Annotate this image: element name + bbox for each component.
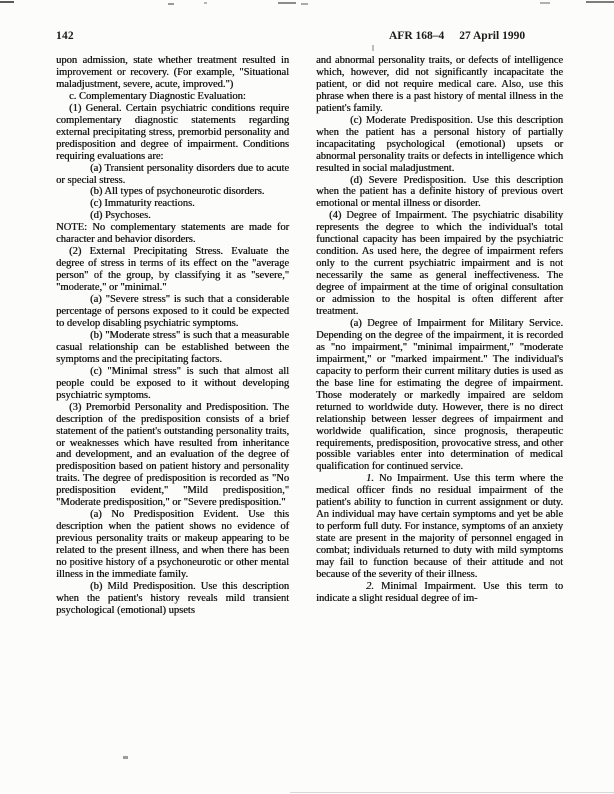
document-date: 27 April 1990 <box>459 30 526 42</box>
text-run: and abnormal personality traits, or defects of intelligence which, however, did not significantly incapacitate the patient, or did not require medical care. Also, use this phrase when there is a past history of mental illness in the patient's family. <box>316 55 563 114</box>
text-run: (b) Mild Predisposition. Use this description when the patient's history reveals mild transient psychological (emotional) upsets <box>56 580 289 616</box>
text-run: (2) External Precipitating Stress. Evaluate the degree of stress in terms of its effect on the "average person" of the group, by classifying it as "severe," "moderate," or "minimal." <box>56 246 289 294</box>
paragraph <box>316 175 563 211</box>
paragraph <box>56 330 289 366</box>
document-id: AFR 168–4 <box>389 30 445 42</box>
italic-run: 2. <box>366 580 374 592</box>
text-run: upon admission, state whether treatment resulted in improvement or recovery. (For example, "Situational maladjustment, severe, acute, improved.") <box>56 55 289 90</box>
text-run: (3) Premorbid Personality and Predisposition. The description of the predisposition consists of a brief statement of the patient's outstanding personality traits, or weaknesses which have resulted from inheritance and development, and an evaluation of the degree of predisposition based on patient history and personality traits. The degree of predisposition is recorded as "No predisposition evident," "Mild predisposition," "Moderate predisposition," or "Severe predisposition." <box>56 401 289 509</box>
scan-artifact <box>540 2 550 4</box>
text-run: (d) Severe Predisposition. Use this description when the patient has a definite history of previous overt emotional or mental illness or disorder. <box>316 174 563 210</box>
paragraph <box>56 402 289 510</box>
paragraph <box>56 163 289 187</box>
paragraph <box>56 198 289 210</box>
paragraph <box>56 509 289 581</box>
paragraph <box>56 186 289 198</box>
paragraph <box>56 103 289 163</box>
paragraph <box>316 210 563 318</box>
paragraph <box>56 55 289 91</box>
text-run: NOTE: No complementary statements are made for character and behavior disorders. <box>56 222 289 246</box>
text-run: (1) General. Certain psychiatric conditions require complementary diagnostic statements regarding external precipitating stress, premorbid personality and predisposition and degree of impairment. Conditions requiring evaluations are: <box>56 102 289 162</box>
scan-artifact <box>168 3 174 5</box>
scan-artifact <box>586 1 614 3</box>
scan-artifact <box>204 2 207 4</box>
paragraph <box>56 366 289 402</box>
text-run: (c) "Minimal stress" is such that almost all people could be exposed to it without developing psychiatric symptoms. <box>56 365 289 401</box>
page-number: 142 <box>56 30 74 42</box>
paragraph <box>56 246 289 294</box>
text-run: (c) Immaturity reactions. <box>90 198 195 210</box>
left-text-column <box>56 55 289 617</box>
paragraph <box>316 581 563 605</box>
paragraph <box>316 115 563 175</box>
text-run: (c) Moderate Predisposition. Use this description when the patient has a personal history of partially incapacitating psychological (emotional) upsets or abnormal personality traits or defects in intelligence which resulted in social maladjustment. <box>316 114 563 174</box>
scan-artifact <box>278 2 296 4</box>
scan-artifact <box>290 792 614 793</box>
scan-artifact <box>372 45 374 51</box>
text-run: (a) Degree of Impairment for Military Service. Depending on the degree of the impairment, it is recorded as "no impairment," "minimal impairment," "moderate impairment," or "marked impairment." The individual's capacity to perform their current military duties is used as the base line for estimating the degree of impairment. Those moderately or markedly impaired are seldom returned to worldwide duty. However, there is no direct relationship between lesser degrees of impairment and worldwide qualification, since prognosis, therapeutic requirements, predisposition, provocative stress, and other possible variables enter into determination of medical qualification for continued service. <box>316 317 563 473</box>
text-run: (b) All types of psychoneurotic disorders. <box>90 186 265 198</box>
text-run: (b) "Moderate stress" is such that a measurable casual relationship can be established between the symptoms and the precipitating factors. <box>56 329 289 365</box>
text-run: (d) Psychoses. <box>90 210 151 222</box>
text-run: (a) No Predisposition Evident. Use this description when the patient shows no evidence of previous personality traits or makeup appearing to be related to the present illness, and when there has been no positive history of a psychoneurotic or other mental illness in the immediate family. <box>56 509 289 580</box>
text-run: Minimal Impairment. Use this term to indicate a slight residual degree of im- <box>316 580 563 604</box>
text-run: No Impairment. Use this term where the medical officer finds no residual impairment of the patient's ability to function in current assignment or duty. An individual may have certain symptoms and yet be able to perform full duty. For instance, symptoms of an anxiety state are present in the majority of personnel engaged in combat; individuals returned to duty with mild symptoms may fail to function because of their attitude and not because of the severity of their illness. <box>316 473 563 580</box>
text-run: (a) Transient personality disorders due to acute or special stress. <box>56 162 289 186</box>
paragraph <box>56 222 289 246</box>
paragraph <box>316 473 563 581</box>
text-run: (4) Degree of Impairment. The psychiatric disability represents the degree to which the individual's total functional capacity has been impaired by the psychiatric condition. As used here, the degree of impairment refers only to the current psychiatric impairment and is not necessarily the same as general ineffectiveness. The degree of impairment at the time of original consultation or admission to the hospital is often different after treatment. <box>316 210 563 318</box>
paragraph <box>56 210 289 222</box>
scan-artifact <box>0 1 14 3</box>
paragraph <box>56 581 289 617</box>
scan-artifact <box>123 756 128 759</box>
paragraph <box>316 318 563 473</box>
page-header-right <box>389 30 525 42</box>
italic-run: 1. <box>366 473 374 485</box>
scan-artifact <box>301 3 308 5</box>
paragraph <box>56 91 289 103</box>
right-text-column <box>316 55 563 605</box>
paragraph <box>316 55 563 115</box>
paragraph <box>56 294 289 330</box>
text-run: (a) "Severe stress" is such that a considerable percentage of persons exposed to it could be expected to develop disabling psychiatric symptoms. <box>56 294 289 329</box>
text-run: c. Complementary Diagnostic Evaluation: <box>69 90 246 102</box>
